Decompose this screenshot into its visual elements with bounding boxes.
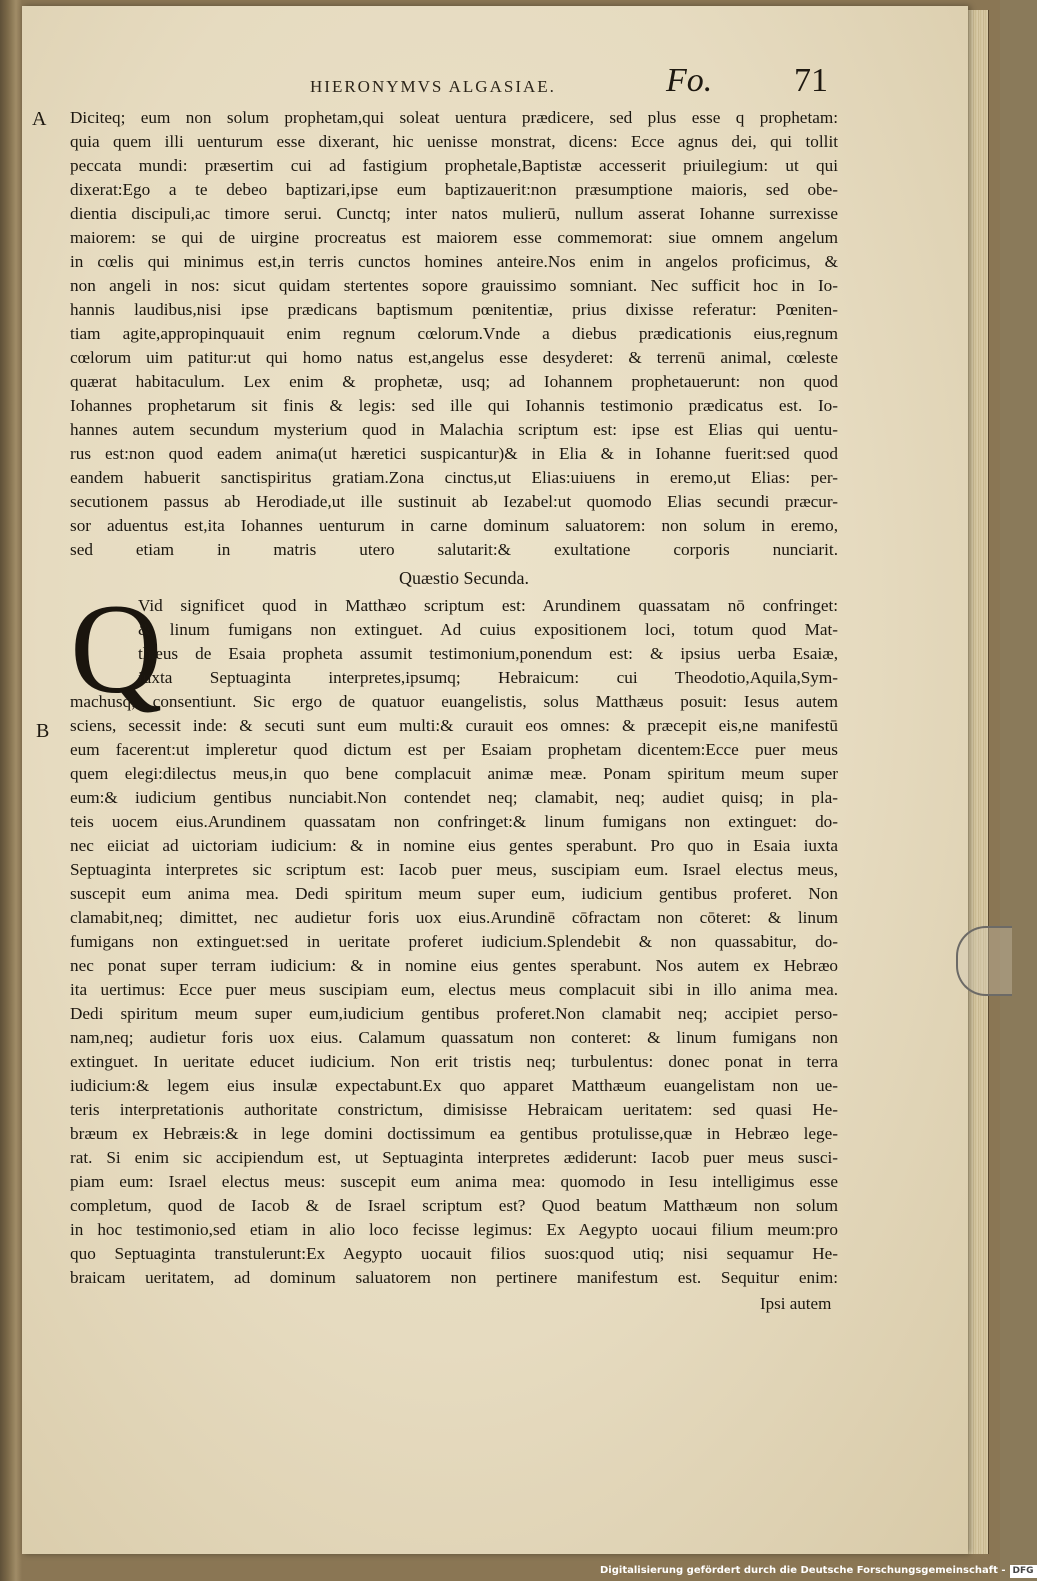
- footer-text: Digitalisierung gefördert durch die Deutsche Forschungsgemeinschaft -: [600, 1565, 1006, 1576]
- text-line: completum, quod de Iacob & de Israel scriptum est? Quod beatum Matthæum non solum: [70, 1196, 838, 1215]
- running-title: HIERONYMVS ALGASIAE.: [310, 77, 556, 96]
- text-line: suscepit eum anima mea. Dedi spiritum meum super eum, iudicium gentibus proferet. Non: [70, 884, 838, 903]
- text-line: quia quem illi uenturum esse dixerant, hic uenisse monstrat, dicens: Ecce agnus dei, qui tollit: [70, 132, 838, 151]
- text-line: rus est:non quod eadem anima(ut hæretici suspicantur)& in Elia & in Iohanne fuerit:sed quod: [70, 444, 838, 463]
- text-block-part2: [70, 594, 838, 690]
- text-line: Iohannes prophetarum sit finis & legis: sed ille qui Iohannis testimonio prædicatus est. Io-: [70, 396, 838, 415]
- drop-cap-q: Q: [70, 578, 163, 720]
- text-line: iuxta Septuaginta interpretes,ipsumq; Hebraicum: cui Theodotio,Aquila,Sym-: [138, 668, 838, 687]
- text-line: piam eum: Israel electus meus: suscepit eum anima mea: quomodo in Iesu intelligimus esse: [70, 1172, 838, 1191]
- text-line: cœlorum uim patitur:ut qui homo natus est,angelus esse desyderet: & terrenū animal, cœleste: [70, 348, 838, 367]
- text-line: nec eiiciat ad uictoriam iudicium: & in nomine eius gentes sperabunt. Pro quo in Esaia iuxta: [70, 836, 838, 855]
- text-line: hannes autem secundum mysterium quod in Malachia scriptum est: ipse est Elias qui uentu-: [70, 420, 838, 439]
- text-line: quem elegi:dilectus meus,in quo bene complacuit animæ meæ. Ponam spiritum meum super: [70, 764, 838, 783]
- text-line: clamabit,neq; dimittet, nec audietur foris uox eius.Arundinē cōfractam non cōteret: & linum: [70, 908, 838, 927]
- text-line: nec ponat super terram iudicium: & in nomine eius gentes sperabunt. Nos autem ex Hebræo: [70, 956, 838, 975]
- text-line: nam,neq; audietur foris uox eius. Calamum quassatum non conteret: & linum fumigans non: [70, 1028, 838, 1047]
- text-line: sciens, secessit inde: & secuti sunt eum multi:& curauit eos omnes: & præcepit eis,ne manifestū: [70, 716, 838, 735]
- section-title: Quæstio Secunda.: [399, 568, 529, 588]
- footer-credit: [600, 1560, 1034, 1581]
- text-line: Vid significet quod in Matthæo scriptum est: Arundinem quassatam nō confringet:: [138, 596, 838, 615]
- text-line: eandem habuerit sanctispiritus gratiam.Zona cinctus,ut Elias:uiuens in eremo,ut Elias: per-: [70, 468, 838, 487]
- text-line: machusq; consentiunt. Sic ergo de quatuor euangelistis, solus Matthæus posuit: Iesus autem: [70, 692, 838, 711]
- text-line: Septuaginta interpretes sic scriptum est: Iacob puer meus, suscipiam eum. Israel electus meus,: [70, 860, 838, 879]
- text-line: in cœlis qui minimus est,in terris cunctos homines anteire.Nos enim in angelos proficimus, &: [70, 252, 838, 271]
- text-line: hannis laudibus,nisi ipse prædicans baptismum pœnitentiæ, prius dixisse referatur: Pœniten-: [70, 300, 838, 319]
- text-line: maiorem: se qui de uirgine procreatus est maiorem esse commemorat: siue omnem angelum: [70, 228, 838, 247]
- text-line: sor aduentus est,ita Iohannes uenturum in carne dominum saluatorem: non solum in eremo,: [70, 516, 838, 535]
- text-line: tiam agite,appropinquauit enim regnum cœlorum.Vnde a diebus prædicationis eius,regnum: [70, 324, 838, 343]
- text-line: eum:& iudicium gentibus nunciabit.Non contendet neq; clamabit, neq; audiet quisq; in pla-: [70, 788, 838, 807]
- folio-number: 71: [794, 62, 828, 99]
- text-line: peccata mundi: præsertim cui ad fastigium prophetale,Baptistæ accesserit priuilegium: ut qui: [70, 156, 838, 175]
- text-line: eum facerent:ut impleretur quod dictum est per Esaiam prophetam dicentem:Ecce puer meus: [70, 740, 838, 759]
- text-line: Dedi spiritum meum super eum,iudicium gentibus proferet.Non clamabit neq; accipiet perso-: [70, 1004, 838, 1023]
- text-line: braicam ueritatem, ad dominum saluatorem non pertinere manifestum est. Sequitur enim:: [70, 1268, 838, 1287]
- text-line: secutionem passus ab Herodiade,ut ille sustinuit ab Iezabel:ut quomodo Elias secundi præcur-: [70, 492, 838, 511]
- text-line: thæus de Esaia propheta assumit testimonium,ponendum est: & ipsius uerba Esaiæ,: [138, 644, 838, 663]
- text-line: & linum fumigans non extinguet. Ad cuius expositionem loci, totum quod Mat-: [138, 620, 838, 639]
- text-line: in hoc testimonio,sed etiam in alio loco fecisse legimus: Ex Aegypto uocaui filium meum:pro: [70, 1220, 838, 1239]
- text-line: fumigans non extinguet:sed in ueritate proferet iudicium.Splendebit & non quassabitur, do-: [70, 932, 838, 951]
- text-line: ita uertimus: Ecce puer meus suscipiam eum, electus meus complacuit sibi in illo anima mea.: [70, 980, 838, 999]
- folio-label: Fo.: [666, 62, 713, 99]
- margin-letter-b: B: [36, 720, 50, 742]
- text-line: teis uocem eius.Arundinem quassatam non confringet:& linum fumigans non extinguet: do-: [70, 812, 838, 831]
- text-line: bræum ex Hebræis:& in lege domini doctissimum ea gentibus protulisse,quæ in Hebræo lege-: [70, 1124, 838, 1143]
- text-line: teris interpretationis authoritate constrictum, dimisisse Hebraicam ueritatem: sed quasi He-: [70, 1100, 838, 1119]
- text-line: dientia discipuli,ac timore serui. Cunctq; inter natos mulierū, nullum asserat Iohanne surrexisse: [70, 204, 838, 223]
- dfg-logo: DFG: [1010, 1565, 1037, 1578]
- text-line: Diciteq; eum non solum prophetam,qui soleat uentura prædicere, sed plus esse q prophetam:: [70, 108, 838, 127]
- text-line: dixerat:Ego a te debeo baptizari,ipse eum baptizauerit:non præsumptione maioris, sed obe-: [70, 180, 838, 199]
- text-line: rat. Si enim sic accipiendum est, ut Septuaginta interpretes ædiderunt: Iacob puer meus susci-: [70, 1148, 838, 1167]
- catchword: Ipsi autem: [760, 1294, 832, 1313]
- text-line: sed etiam in matris utero salutarit:& exultatione corporis nunciarit.: [70, 540, 838, 559]
- text-block-part1: [70, 106, 838, 562]
- text-line: quo Septuaginta transtulerunt:Ex Aegypto uocauit filios suos:quod utiq; nisi sequamur He-: [70, 1244, 838, 1263]
- text-line: extinguet. In ueritate educet iudicium. Non erit tristis neq; turbulentus: donec ponat in terra: [70, 1052, 838, 1071]
- margin-letter-a: A: [32, 108, 47, 130]
- page-clip: [956, 926, 1012, 996]
- text-line: quærat habitaculum. Lex enim & prophetæ, usq; ad Iohannem prophetauerunt: non quod: [70, 372, 838, 391]
- text-line: iudicium:& legem eius insulæ expectabunt.Ex quo apparet Matthæum euangelistam non ue-: [70, 1076, 838, 1095]
- text-block-part3: [70, 690, 838, 1290]
- text-line: non angeli in nos: sicut quidam stertentes sopore grauissimo somniant. Nec sufficit hoc in Io-: [70, 276, 838, 295]
